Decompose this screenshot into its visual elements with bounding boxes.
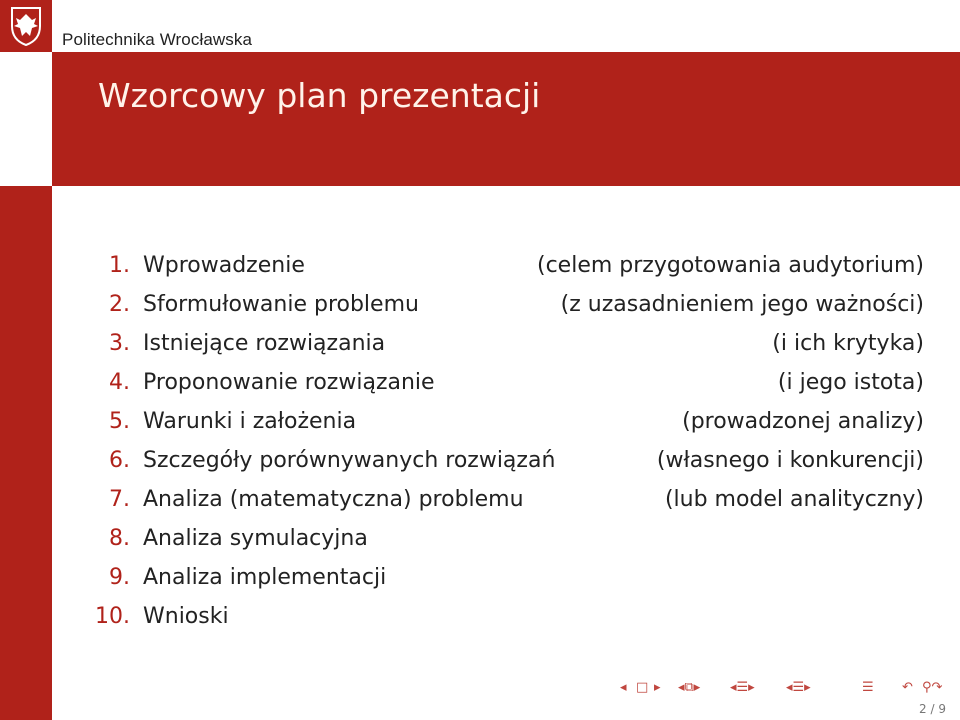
eagle-crest-icon bbox=[8, 6, 44, 46]
item-label: Szczegóły porównywanych rozwiązań bbox=[143, 448, 556, 473]
list-item bbox=[90, 324, 924, 363]
item-label: Sformułowanie problemu bbox=[143, 292, 419, 317]
slide-title: Wzorcowy plan prezentacji bbox=[98, 76, 541, 115]
item-label: Analiza implementacji bbox=[143, 565, 387, 590]
item-number: 10. bbox=[95, 604, 130, 629]
left-accent-stripe bbox=[0, 186, 52, 720]
nav-prev-slide-icon[interactable]: ◂ bbox=[620, 680, 627, 695]
list-item bbox=[90, 558, 924, 597]
nav-next-slide-icon[interactable]: ▸ bbox=[654, 680, 661, 695]
item-number: 2. bbox=[109, 292, 130, 317]
item-number: 1. bbox=[109, 253, 130, 278]
page-number: 2 / 9 bbox=[919, 702, 946, 716]
nav-align-icon[interactable]: ☰ bbox=[862, 680, 874, 695]
nav-subsection-icon[interactable]: ◂☰▸ bbox=[730, 680, 755, 695]
list-item bbox=[90, 441, 924, 480]
item-label: Analiza (matematyczna) problemu bbox=[143, 487, 524, 512]
item-label: Wprowadzenie bbox=[143, 253, 305, 278]
item-label: Analiza symulacyjna bbox=[143, 526, 368, 551]
item-note: (prowadzonej analizy) bbox=[682, 409, 924, 434]
item-note: (i ich krytyka) bbox=[772, 331, 924, 356]
nav-search-icon[interactable]: ⚲↷ bbox=[922, 680, 943, 695]
item-label: Proponowanie rozwiązanie bbox=[143, 370, 435, 395]
item-number: 6. bbox=[109, 448, 130, 473]
list-item bbox=[90, 285, 924, 324]
nav-frame-icon[interactable]: ◂⧉▸ bbox=[678, 680, 701, 695]
item-label: Wnioski bbox=[143, 604, 229, 629]
list-item bbox=[90, 597, 924, 636]
item-number: 5. bbox=[109, 409, 130, 434]
list-item bbox=[90, 480, 924, 519]
item-note: (lub model analityczny) bbox=[664, 487, 924, 512]
university-logo bbox=[0, 0, 52, 52]
item-number: 3. bbox=[109, 331, 130, 356]
list-item bbox=[90, 246, 924, 285]
nav-slide-icon[interactable]: □ bbox=[636, 680, 649, 695]
beamer-navigation bbox=[620, 680, 950, 698]
item-note: (celem przygotowania audytorium) bbox=[537, 253, 924, 278]
item-note: (własnego i konkurencji) bbox=[656, 448, 924, 473]
presentation-plan-list bbox=[90, 246, 924, 636]
item-number: 9. bbox=[109, 565, 130, 590]
header-bar bbox=[0, 0, 960, 52]
item-note: (z uzasadnieniem jego ważności) bbox=[560, 292, 924, 317]
list-item bbox=[90, 363, 924, 402]
item-number: 7. bbox=[109, 487, 130, 512]
list-item bbox=[90, 519, 924, 558]
item-number: 4. bbox=[109, 370, 130, 395]
item-label: Warunki i założenia bbox=[143, 409, 357, 434]
title-band bbox=[52, 52, 960, 186]
list-item bbox=[90, 402, 924, 441]
item-label: Istniejące rozwiązania bbox=[143, 331, 386, 356]
item-number: 8. bbox=[109, 526, 130, 551]
institution-name: Politechnika Wrocławska bbox=[62, 30, 253, 49]
item-note: (i jego istota) bbox=[777, 370, 924, 395]
nav-undo-icon[interactable]: ↶ bbox=[902, 680, 913, 695]
nav-section-icon[interactable]: ◂☰▸ bbox=[786, 680, 811, 695]
